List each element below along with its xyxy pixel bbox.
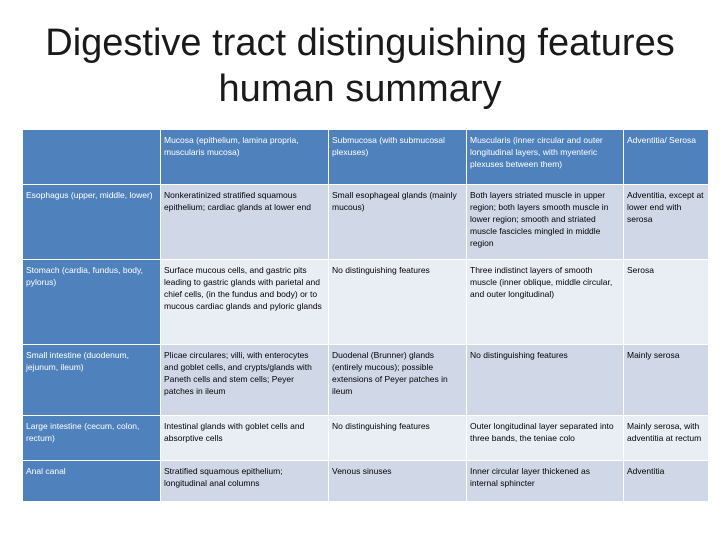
table-cell: Mainly serosa [624, 345, 709, 416]
table-row-stomach [23, 260, 709, 345]
table-cell: Both layers striated muscle in upper region; both layers smooth muscle in lower region; smooth and striated muscle fascicles mingled in middle region [467, 185, 624, 260]
table-cell: Surface mucous cells, and gastric pits leading to gastric glands with parietal and chief cells, (in the fundus and body) or to mucous cardiac glands and pyloric glands [161, 260, 329, 345]
table-cell: Venous sinuses [329, 461, 467, 502]
table-row-esophagus [23, 185, 709, 260]
row-label-cell: Esophagus (upper, middle, lower) [23, 185, 161, 260]
header-cell-adventitia-serosa: Adventitia/ Serosa [624, 130, 709, 185]
row-label-cell: Stomach (cardia, fundus, body, pylorus) [23, 260, 161, 345]
table-cell: Adventitia [624, 461, 709, 502]
table-row-anal-canal [23, 461, 709, 502]
header-cell-empty [23, 130, 161, 185]
table-cell: Three indistinct layers of smooth muscle (inner oblique, middle circular, and outer longitudinal) [467, 260, 624, 345]
header-cell-mucosa: Mucosa (epithelium, lamina propria, muscularis mucosa) [161, 130, 329, 185]
table-cell: Plicae circulares; villi, with enterocytes and goblet cells, and crypts/glands with Paneth cells and stem cells; Peyer patches in ileum [161, 345, 329, 416]
header-cell-submucosa: Submucosa (with submucosal plexuses) [329, 130, 467, 185]
table-cell: No distinguishing features [329, 260, 467, 345]
table-cell: Mainly serosa, with adventitia at rectum [624, 416, 709, 461]
table-cell: No distinguishing features [329, 416, 467, 461]
row-label-cell: Large intestine (cecum, colon, rectum) [23, 416, 161, 461]
table-row-large-intestine [23, 416, 709, 461]
table-cell: Intestinal glands with goblet cells and absorptive cells [161, 416, 329, 461]
header-cell-muscularis: Muscularis (inner circular and outer longitudinal layers, with myenteric plexuses between them) [467, 130, 624, 185]
row-label-cell: Anal canal [23, 461, 161, 502]
table-cell: Small esophageal glands (mainly mucous) [329, 185, 467, 260]
row-label-cell: Small intestine (duodenum, jejunum, ileum) [23, 345, 161, 416]
table-cell: Inner circular layer thickened as internal sphincter [467, 461, 624, 502]
digestive-tract-table [22, 129, 709, 502]
slide-title-line-1: Digestive tract distinguishing features [45, 22, 675, 64]
table-row-small-intestine [23, 345, 709, 416]
table-cell: Stratified squamous epithelium; longitudinal anal columns [161, 461, 329, 502]
table-cell: Duodenal (Brunner) glands (entirely mucous); possible extensions of Peyer patches in ileum [329, 345, 467, 416]
table-cell: Serosa [624, 260, 709, 345]
slide-title-line-2: human summary [218, 68, 502, 110]
table-cell: Nonkeratinized stratified squamous epithelium; cardiac glands at lower end [161, 185, 329, 260]
slide-title [0, 20, 720, 112]
table-header-row [23, 130, 709, 185]
table-cell: Adventitia, except at lower end with serosa [624, 185, 709, 260]
table-cell: No distinguishing features [467, 345, 624, 416]
table-cell: Outer longitudinal layer separated into three bands, the teniae colo [467, 416, 624, 461]
